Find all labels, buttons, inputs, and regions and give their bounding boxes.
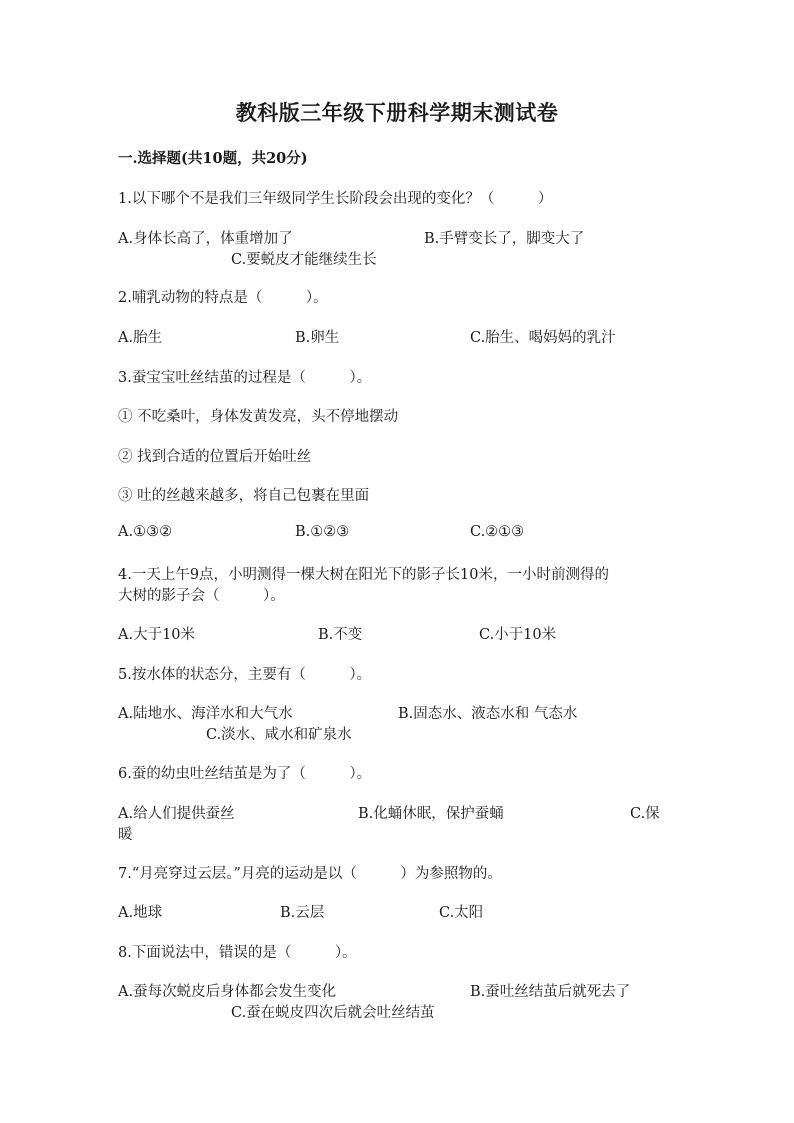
question-8-stem: 8.下面说法中，错误的是（ ）。 [118,945,357,961]
question-4-option-b: B.不变 [318,627,363,643]
question-5-option-b: B.固态水、液态水和 气态水 [398,706,578,722]
question-3-stem: 3.蚕宝宝吐丝结茧的过程是（ ）。 [118,370,372,386]
question-6-option-c: C.保 [630,806,660,822]
question-7-option-a: A.地球 [118,905,163,921]
section-heading: 一.选择题(共10题，共20分) [118,150,308,167]
question-5-option-a: A.陆地水、海洋水和大气水 [118,706,293,722]
question-3-option-a: A.①③② [118,524,173,540]
question-7-option-b: B.云层 [280,905,325,921]
question-7-stem: 7.“月亮穿过云层。”月亮的运动是以（ ）为参照物的。 [118,866,502,882]
question-2-option-c: C.胎生、喝妈妈的乳汁 [470,330,616,346]
question-2-option-a: A.胎生 [118,330,163,346]
question-3-step-1: ① 不吃桑叶，身体发黄发亮，头不停地摆动 [118,409,399,425]
question-3-step-3: ③ 吐的丝越来越多，将自己包裹在里面 [118,488,370,504]
question-4-option-c: C.小于10米 [479,627,557,643]
question-6-stem: 6.蚕的幼虫吐丝结茧是为了（ ）。 [118,766,372,782]
question-8-option-b: B.蚕吐丝结茧后就死去了 [470,984,631,1000]
question-1-option-a: A.身体长高了，体重增加了 [118,231,293,247]
question-2-option-b: B.卵生 [295,330,340,346]
question-8-option-a: A.蚕每次蜕皮后身体都会发生变化 [118,984,337,1000]
question-4-stem-line-2: 大树的影子会（ ）。 [118,588,285,604]
exam-title: 教科版三年级下册科学期末测试卷 [235,100,559,125]
question-4-option-a: A.大于10米 [118,627,196,643]
question-5-option-c: C.淡水、咸水和矿泉水 [206,727,352,743]
question-5-stem: 5.按水体的状态分，主要有（ ）。 [118,667,372,683]
question-6-option-a: A.给人们提供蚕丝 [118,806,235,822]
question-6-option-c-wrap: 暖 [118,827,133,843]
question-2-stem: 2.哺乳动物的特点是（ ）。 [118,290,328,306]
question-4-stem-line-1: 4.一天上午9点，小明测得一棵大树在阳光下的影子长10米，一小时前测得的 [118,567,610,583]
question-6-option-b: B.化蛹休眠，保护蚕蛹 [358,806,504,822]
question-3-option-b: B.①②③ [295,524,350,540]
question-1-option-b: B.手臂变长了，脚变大了 [424,231,585,247]
question-7-option-c: C.太阳 [439,905,484,921]
question-3-option-c: C.②①③ [470,524,525,540]
question-8-option-c: C.蚕在蜕皮四次后就会吐丝结茧 [231,1005,435,1021]
question-1-stem: 1.以下哪个不是我们三年级同学生长阶段会出现的变化？（ ） [118,191,553,207]
question-3-step-2: ② 找到合适的位置后开始吐丝 [118,449,312,465]
question-1-option-c: C.要蜕皮才能继续生长 [231,252,377,268]
